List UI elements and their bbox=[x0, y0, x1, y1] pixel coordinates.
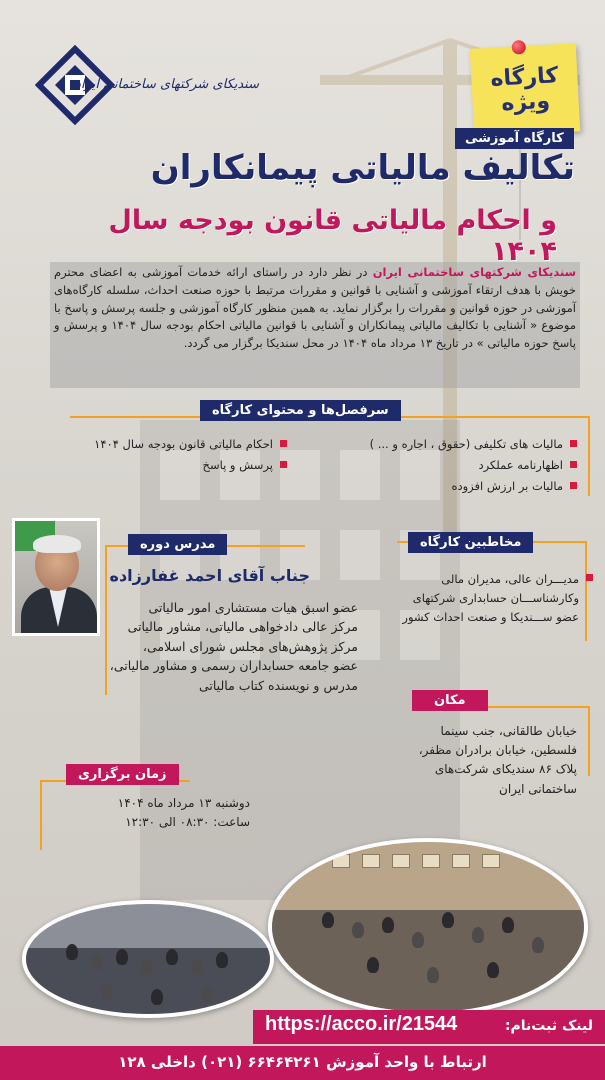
list-item: احکام مالیاتی قانون بودجه سال ۱۴۰۴ bbox=[94, 437, 287, 451]
audience-title: مخاطبین کارگاه bbox=[408, 532, 533, 553]
instructor-bio bbox=[98, 598, 358, 695]
bio-line: مرکز عالی دادخواهی مالیاتی، مشاور مالیاتی bbox=[127, 619, 358, 635]
address-line: فلسطین، خیابان برادران مظفر، bbox=[418, 743, 577, 758]
list-item: پرسش و پاسخ bbox=[94, 458, 287, 472]
bio-line: مرکز پژوهش‌های مجلس شورای اسلامی، bbox=[142, 638, 358, 654]
audience-line: مدیـــران عالی، مدیران مالی bbox=[441, 572, 579, 586]
contact-bar bbox=[0, 1046, 605, 1080]
bio-line: عضو جامعه حسابداران رسمی و مشاور مالیاتی، bbox=[109, 658, 358, 674]
place-address bbox=[347, 722, 577, 799]
workshop-type-tag: کارگاه آموزشی bbox=[455, 128, 574, 149]
registration-label: لینک ثبت‌نام: bbox=[504, 1018, 593, 1034]
main-title: تکالیف مالیاتی پیمانکاران bbox=[150, 148, 575, 188]
bullet-icon bbox=[586, 574, 593, 581]
syndicate-logo bbox=[35, 45, 260, 125]
registration-bar bbox=[253, 1010, 605, 1044]
audience-line: عضو ســـندیکا و صنعت احداث کشور bbox=[402, 609, 579, 624]
time-details bbox=[60, 794, 250, 832]
sticker-line1: کارگاه bbox=[489, 62, 559, 92]
bio-line: عضو اسبق هیات مستشاری امور مالیاتی bbox=[148, 600, 358, 615]
logo-text: سندیکای شرکتهای ساختمانی ایران bbox=[71, 77, 259, 92]
list-item: مالیات های تکلیفی (حقوق ، اجاره و ... ) bbox=[370, 437, 577, 451]
intro-text bbox=[50, 262, 580, 355]
intro-highlight: سندیکای شرکتهای ساختمانی ایران bbox=[372, 265, 576, 279]
meeting-photo-small bbox=[22, 900, 274, 1018]
syllabus-list-right bbox=[370, 437, 577, 500]
audience-text bbox=[379, 570, 579, 627]
sticker-line2: ویژه bbox=[500, 88, 551, 117]
time-title: زمان برگزاری bbox=[66, 764, 179, 785]
time-hours: ساعت: ۰۸:۳۰ الی ۱۲:۳۰ bbox=[125, 815, 250, 830]
list-item: مالیات بر ارزش افزوده bbox=[370, 479, 577, 493]
instructor-photo bbox=[12, 518, 100, 636]
intro-paragraph bbox=[50, 262, 580, 388]
pin-icon bbox=[511, 40, 526, 55]
syllabus-title: سرفصل‌ها و محتوای کارگاه bbox=[200, 400, 401, 421]
intro-body: در نظر دارد در راستای ارائه خدمات آموزشی به اعضای محترم خویش با هدف ارتقاء آموزشی و آشنایی با قوانین و مقررات مرتبط با حوزه صنعت احداث، سلسله کارگاه‌های آموزشی در حوزه قوانین و مقررات را برگزار نماید. به همین منظور کارگاه آموزشی و جلسه پرسش و پاسخ با موضوع « آشنایی با تکالیف مالیاتی پیمانکاران و آشنایی با قوانین مالیاتی احکام بودجه سال ۱۴۰۴ و پرسش و پاسخ حوزه مالیاتی » در تاریخ ۱۳ مرداد ماه ۱۴۰۴ در محل سندیکا برگزار می گردد. bbox=[54, 265, 576, 351]
instructor-title: مدرس دوره bbox=[128, 534, 227, 555]
special-workshop-sticker bbox=[470, 43, 580, 136]
address-line: ساختمانی ایران bbox=[499, 781, 577, 796]
address-line: خیابان طالقانی، جنب سینما bbox=[440, 724, 577, 738]
place-title: مکان bbox=[412, 690, 488, 711]
subtitle: و احکام مالیاتی قانون بودجه سال ۱۴۰۴ bbox=[108, 205, 557, 267]
instructor-name: جناب آقای احمد غفارزاده bbox=[109, 566, 310, 585]
syllabus-list-left bbox=[94, 437, 287, 479]
bio-line: مدرس و نویسنده کتاب مالیاتی bbox=[198, 677, 358, 693]
audience-line: وکارشناســـان حسابداری شرکتهای bbox=[412, 590, 579, 605]
meeting-photo-large bbox=[268, 838, 588, 1016]
address-line: پلاک ۸۶ سندیکای شرکت‌های bbox=[434, 762, 577, 777]
list-item: اظهارنامه عملکرد bbox=[370, 458, 577, 472]
contact-text: ارتباط با واحد آموزش ۶۶۴۶۴۲۶۱ (۰۲۱) داخلی ۱۲۸ bbox=[118, 1053, 487, 1071]
registration-link[interactable]: https://acco.ir/21544 bbox=[265, 1013, 458, 1035]
time-date: دوشنبه ۱۳ مرداد ماه ۱۴۰۴ bbox=[117, 796, 250, 810]
